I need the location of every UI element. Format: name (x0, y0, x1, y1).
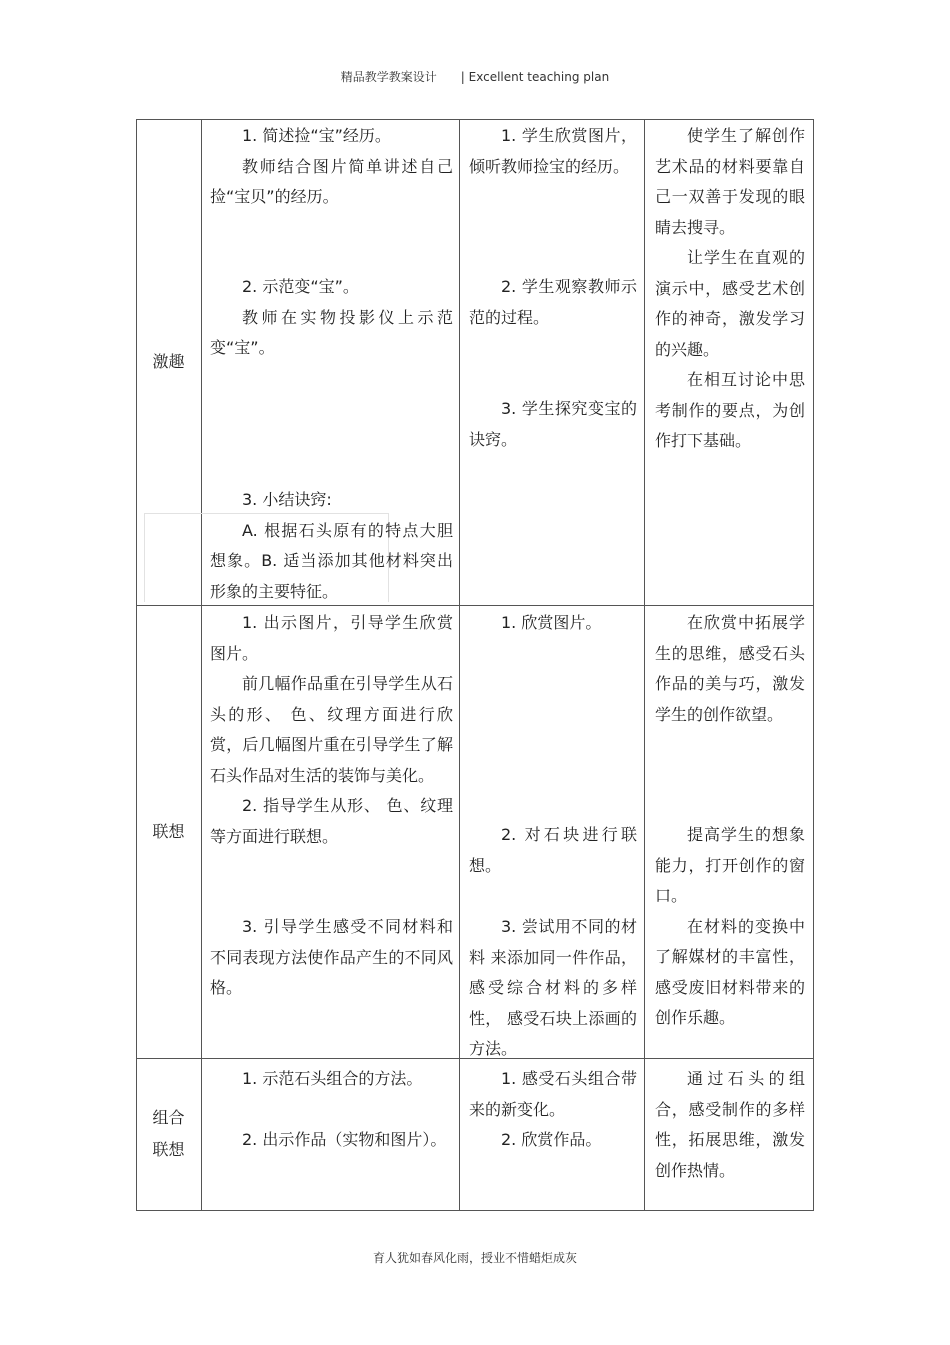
design-intent: 让学生在直观的演示中，感受艺术创作的神奇，激发学习的兴趣。 (655, 248, 805, 359)
table-border-right (813, 119, 814, 1211)
student-activity-cell (469, 1064, 637, 1156)
design-intent-cell (655, 1064, 805, 1186)
teacher-step: 3. 引导学生感受不同材料和不同表现方法使作品产生的不同风格。 (210, 917, 453, 997)
teacher-step: 1. 出示图片，引导学生欣赏图片。 (210, 613, 453, 663)
teacher-activity-cell (210, 272, 453, 364)
teacher-activity-cell (210, 912, 453, 1004)
teacher-step: 1. 简述捡“宝”经历。 (242, 126, 391, 145)
student-step: 2. 学生观察教师示范的过程。 (469, 277, 637, 327)
student-step: 1. 欣赏图片。 (501, 613, 602, 632)
teacher-detail: 前几幅作品重在引导学生从石头的形、 色、纹理方面进行欣赏，后几幅图片重在引导学生了解石头作品对生活的装饰与美化。 (210, 674, 453, 785)
design-intent: 通过石头的组合，感受制作的多样性，拓展思维，激发创作热情。 (655, 1069, 805, 1180)
design-intent: 在相互讨论中思考制作的要点，为创作打下基础。 (655, 370, 805, 450)
design-intent: 提高学生的想象能力，打开创作的窗口。 (655, 825, 805, 905)
teacher-step: 3. 小结诀窍: (242, 490, 332, 509)
page-header: 精品教学教案设计 | Excellent teaching plan (340, 70, 610, 84)
student-activity-cell (469, 394, 637, 455)
student-step: 3. 学生探究变宝的诀窍。 (469, 399, 637, 449)
lesson-plan-table (136, 119, 814, 1211)
teacher-activity-cell (210, 1064, 453, 1095)
student-step: 2. 欣赏作品。 (501, 1130, 602, 1149)
table-border-top (136, 119, 814, 120)
stage-label-zuhe-lianxiang (136, 1058, 201, 1210)
teacher-detail: 教师在实物投影仪上示范变“宝”。 (210, 307, 453, 357)
student-step: 3. 尝试用不同的材料 来添加同一件作品，感受综合材料的多样性， 感受石块上添画的方法。 (469, 917, 637, 1058)
design-intent-cell (655, 608, 805, 730)
teacher-activity-cell (210, 485, 453, 607)
student-activity-cell (469, 820, 637, 881)
teacher-step: 2. 指导学生从形、 色、纹理等方面进行联想。 (210, 796, 453, 846)
stage-label-jiqu: 激趣 (152, 352, 185, 371)
design-intent: 在欣赏中拓展学生的思维，感受石头作品的美与巧，激发学生的创作欲望。 (655, 613, 805, 724)
design-intent-cell (655, 121, 805, 457)
teacher-detail: A. 根据石头原有的特点大胆想象。B. 适当添加其他材料突出形象的主要特征。 (210, 520, 453, 601)
column-divider (459, 119, 460, 1211)
student-step: 2. 对石块进行联想。 (469, 825, 637, 875)
teacher-detail: 教师结合图片简单讲述自己捡“宝贝”的经历。 (210, 156, 453, 206)
student-activity-cell (469, 912, 637, 1065)
teacher-step: 2. 出示作品（实物和图片）。 (242, 1130, 447, 1149)
student-activity-cell (469, 272, 637, 333)
teacher-activity-cell (210, 1125, 453, 1156)
table-border-bottom (136, 1210, 814, 1211)
student-step: 1. 感受石头组合带来的新变化。 (469, 1069, 637, 1119)
stage-label-line: 组合 (152, 1108, 185, 1127)
design-intent-cell (655, 820, 805, 1034)
teacher-step: 1. 示范石头组合的方法。 (242, 1069, 423, 1088)
stage-label-line: 联想 (152, 1140, 185, 1159)
teacher-activity-cell (210, 121, 453, 213)
page-footer: 育人犹如春风化雨，授业不惜蜡炬成灰 (372, 1251, 577, 1265)
student-activity-cell (469, 121, 637, 182)
column-divider (201, 119, 202, 1211)
student-activity-cell (469, 608, 637, 639)
teacher-activity-cell (210, 608, 453, 852)
design-intent: 使学生了解创作艺术品的材料要靠自己一双善于发现的眼睛去搜寻。 (655, 126, 805, 237)
stage-label-lianxiang: 联想 (152, 821, 185, 841)
student-step: 1. 学生欣赏图片，倾听教师捡宝的经历。 (469, 126, 637, 176)
column-divider (644, 119, 645, 1211)
design-intent: 在材料的变换中了解媒材的丰富性，感受废旧材料带来的创作乐趣。 (655, 916, 805, 1027)
teacher-step: 2. 示范变“宝”。 (242, 277, 359, 296)
